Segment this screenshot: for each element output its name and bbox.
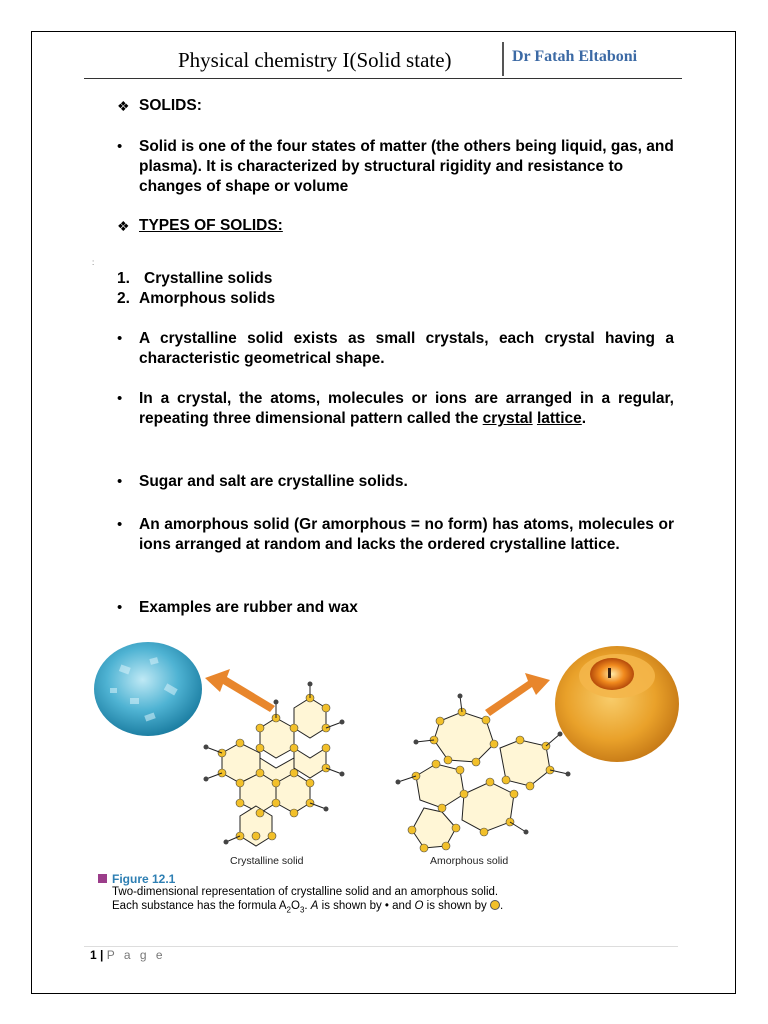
caption-part: . bbox=[499, 900, 504, 912]
header-rule bbox=[84, 78, 682, 79]
bullet-icon: • bbox=[117, 599, 123, 616]
oxygen-dot-icon bbox=[490, 900, 500, 910]
list-number-1: 1. bbox=[117, 270, 130, 287]
header-divider bbox=[502, 42, 504, 76]
crystal-word: crystal bbox=[482, 410, 533, 427]
caption-sub: 2 bbox=[286, 905, 291, 915]
solids-definition: Solid is one of the four states of matter (the others being liquid, gas, and plasma). It is characterized by structural rigidity and resistance to changes of shape or volume bbox=[139, 138, 674, 195]
stray-mark: : bbox=[92, 258, 95, 267]
footer-rule bbox=[84, 946, 678, 947]
caption-line-1: Two-dimensional representation of crystalline solid and an amorphous solid. bbox=[112, 886, 499, 898]
arrow-left-icon bbox=[205, 669, 275, 712]
caption-part: . bbox=[304, 900, 311, 912]
solids-heading: SOLIDS: bbox=[139, 97, 202, 114]
caption-part: O bbox=[290, 900, 300, 912]
caption-part: is shown by bbox=[423, 900, 490, 912]
candle-flame bbox=[590, 658, 634, 690]
page-separator: | bbox=[100, 948, 104, 962]
arrow-right-icon bbox=[485, 673, 550, 716]
list-number-2: 2. bbox=[117, 290, 130, 307]
diamond-bullet-icon: ❖ bbox=[117, 218, 130, 234]
label-crystalline-solid: Crystalline solid bbox=[230, 855, 304, 867]
crystal-pattern-main: In a crystal, the atoms, molecules or ions are arranged in a regular, repeating three dimensional pattern called the bbox=[139, 390, 674, 427]
caption-square-icon bbox=[98, 874, 107, 883]
caption-italic-o: O bbox=[414, 900, 424, 912]
caption-part: Each substance has the formula A bbox=[112, 900, 287, 912]
examples-text: Examples are rubber and wax bbox=[139, 599, 358, 616]
header-author: Dr Fatah Eltaboni bbox=[512, 48, 638, 65]
page-number: 1 bbox=[90, 948, 97, 962]
bullet-icon: • bbox=[117, 516, 123, 533]
page-footer bbox=[90, 948, 166, 962]
types-heading: TYPES OF SOLIDS: bbox=[139, 217, 283, 234]
amorphous-definition: An amorphous solid (Gr amorphous = no form) has atoms, molecules or ions arranged at random and lacks the ordered crystalline lattice. bbox=[139, 516, 674, 553]
amorphous-structure bbox=[396, 694, 571, 853]
bullet-icon: • bbox=[117, 138, 123, 155]
crystalline-definition: A crystalline solid exists as small crystals, each crystal having a characteristic geometrical shape. bbox=[139, 330, 674, 367]
page-label: P a g e bbox=[106, 948, 166, 962]
header-title: Physical chemistry I(Solid state) bbox=[178, 48, 452, 72]
caption-italic-a: A bbox=[310, 900, 319, 912]
crystal-period: . bbox=[581, 410, 587, 427]
bullet-icon: • bbox=[117, 473, 123, 490]
figure-crystalline-amorphous bbox=[90, 636, 690, 916]
list-item-crystalline: Crystalline solids bbox=[144, 270, 273, 287]
bullet-icon: • bbox=[117, 330, 123, 347]
crystal-pattern-text bbox=[139, 389, 674, 429]
list-item-amorphous: Amorphous solids bbox=[139, 290, 276, 307]
caption-line-2 bbox=[112, 900, 503, 914]
bullet-icon: • bbox=[117, 390, 123, 407]
caption-part: is shown by • and bbox=[318, 900, 415, 912]
caption-title-text: Figure 12.1 bbox=[112, 872, 176, 886]
sugar-salt-text: Sugar and salt are crystalline solids. bbox=[139, 473, 408, 490]
candle-wick bbox=[608, 668, 611, 678]
lattice-word: lattice bbox=[536, 410, 582, 427]
caption-sub: 3 bbox=[299, 905, 305, 915]
figure-caption-title bbox=[98, 872, 175, 886]
diamond-bullet-icon: ❖ bbox=[117, 98, 130, 114]
label-amorphous-solid: Amorphous solid bbox=[430, 855, 509, 867]
